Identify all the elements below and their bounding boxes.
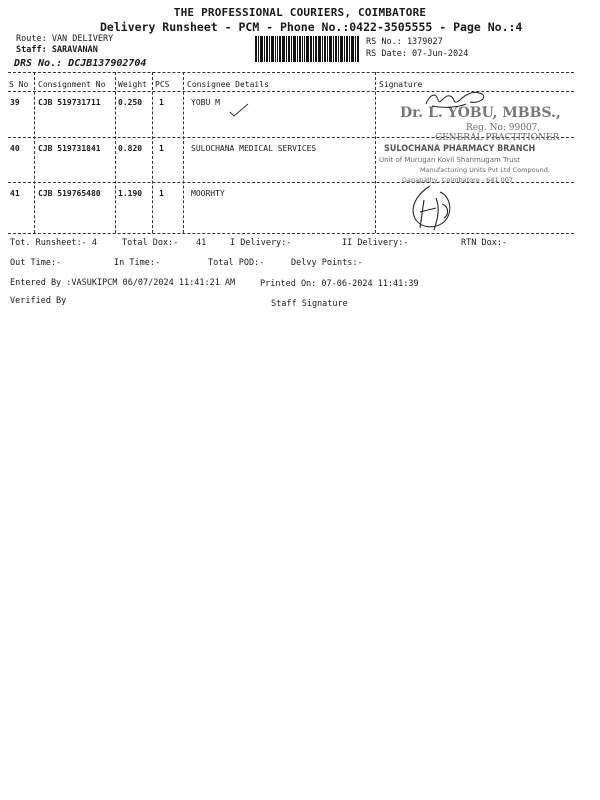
barcode	[255, 36, 359, 62]
table-row-consignee: SULOCHANA MEDICAL SERVICES	[191, 144, 317, 153]
doctor-stamp-reg: Reg. No: 99007,	[466, 123, 541, 133]
table-row-consignee: MOORHTY	[191, 189, 225, 198]
pharmacy-stamp-line: Ganapathy, Coimbatore - 641 007	[402, 176, 514, 184]
column-divider	[375, 72, 376, 233]
in-time-label: In Time:-	[114, 258, 161, 268]
table-row-weight: 0.250	[118, 98, 143, 107]
total-dox-value: 41	[196, 238, 207, 248]
out-time-label: Out Time:-	[10, 258, 62, 268]
column-header-pcs: PCS	[155, 80, 170, 89]
column-divider	[34, 72, 35, 233]
table-row-sno: 41	[10, 189, 20, 198]
table-row-pcs: 1	[159, 144, 164, 153]
printed-on: Printed On: 07-06-2024 11:41:39	[260, 279, 419, 289]
column-header-sno: S No	[9, 80, 29, 89]
column-divider	[115, 72, 116, 233]
column-header-weight: Weight	[118, 80, 147, 89]
ii-delivery-label: II Delivery:-	[342, 238, 409, 248]
column-divider	[183, 72, 184, 233]
doctor-stamp-title: GENERAL PRACTITIONER	[435, 133, 560, 143]
table-row-pcs: 1	[159, 189, 164, 198]
drs-number: DRS No.: DCJB137902704	[14, 58, 147, 69]
staff-signature-label: Staff Signature	[271, 299, 348, 309]
table-top-rule	[8, 72, 574, 73]
column-divider	[152, 72, 153, 233]
delivery-points-label: Delvy Points:-	[291, 258, 363, 268]
total-runsheet: Tot. Runsheet:- 4	[10, 238, 97, 248]
rtn-dox-label: RTN Dox:-	[461, 238, 508, 248]
table-row-weight: 0.820	[118, 144, 143, 153]
pharmacy-stamp-line: Manufacturing Units Pvt Ltd Compound,	[420, 166, 550, 174]
entered-by: Entered By :VASUKIPCM 06/07/2024 11:41:21 AM	[10, 278, 236, 288]
table-row-weight: 1.190	[118, 189, 143, 198]
table-row-consignment: CJB 519731711	[38, 98, 101, 107]
signature-scribble-top	[422, 86, 490, 112]
table-row-consignee: YOBU M	[191, 98, 220, 107]
document-title: THE PROFESSIONAL COURIERS, COIMBATORE	[173, 6, 427, 19]
staff-label: Staff: SARAVANAN	[16, 45, 98, 55]
i-delivery-label: I Delivery:-	[230, 238, 292, 248]
route-label: Route: VAN DELIVERY	[16, 34, 114, 44]
column-header-consignee: Consignee Details	[187, 80, 269, 89]
total-pod-label: Total POD:-	[208, 258, 265, 268]
doctor-stamp-name: Dr. L. YOBU, MBBS.,	[400, 105, 561, 121]
column-header-signature: Signature	[379, 80, 423, 89]
table-bottom-rule	[8, 233, 574, 234]
table-row-consignment: CJB 519731841	[38, 144, 101, 153]
verified-by-label: Verified By	[10, 296, 67, 306]
table-row-sno: 39	[10, 98, 20, 107]
pharmacy-stamp-name: SULOCHANA PHARMACY BRANCH	[384, 144, 536, 154]
column-header-consignment: Consignment No	[38, 80, 106, 89]
runsheet-subtitle: Delivery Runsheet - PCM - Phone No.:0422-3505555 - Page No.:4	[100, 20, 523, 34]
tick-mark-icon	[228, 102, 250, 118]
rs-date: RS Date: 07-Jun-2024	[366, 49, 469, 59]
signature-scribble-bottom	[400, 182, 460, 236]
pharmacy-stamp-line: Unit of Murugan Kovil Shanmugam Trust	[379, 156, 521, 164]
total-dox-label: Total Dox:-	[122, 238, 179, 248]
table-row-sno: 40	[10, 144, 20, 153]
table-row-consignment: CJB 519765480	[38, 189, 101, 198]
table-row-pcs: 1	[159, 98, 164, 107]
rs-number: RS No.: 1379027	[366, 37, 443, 47]
